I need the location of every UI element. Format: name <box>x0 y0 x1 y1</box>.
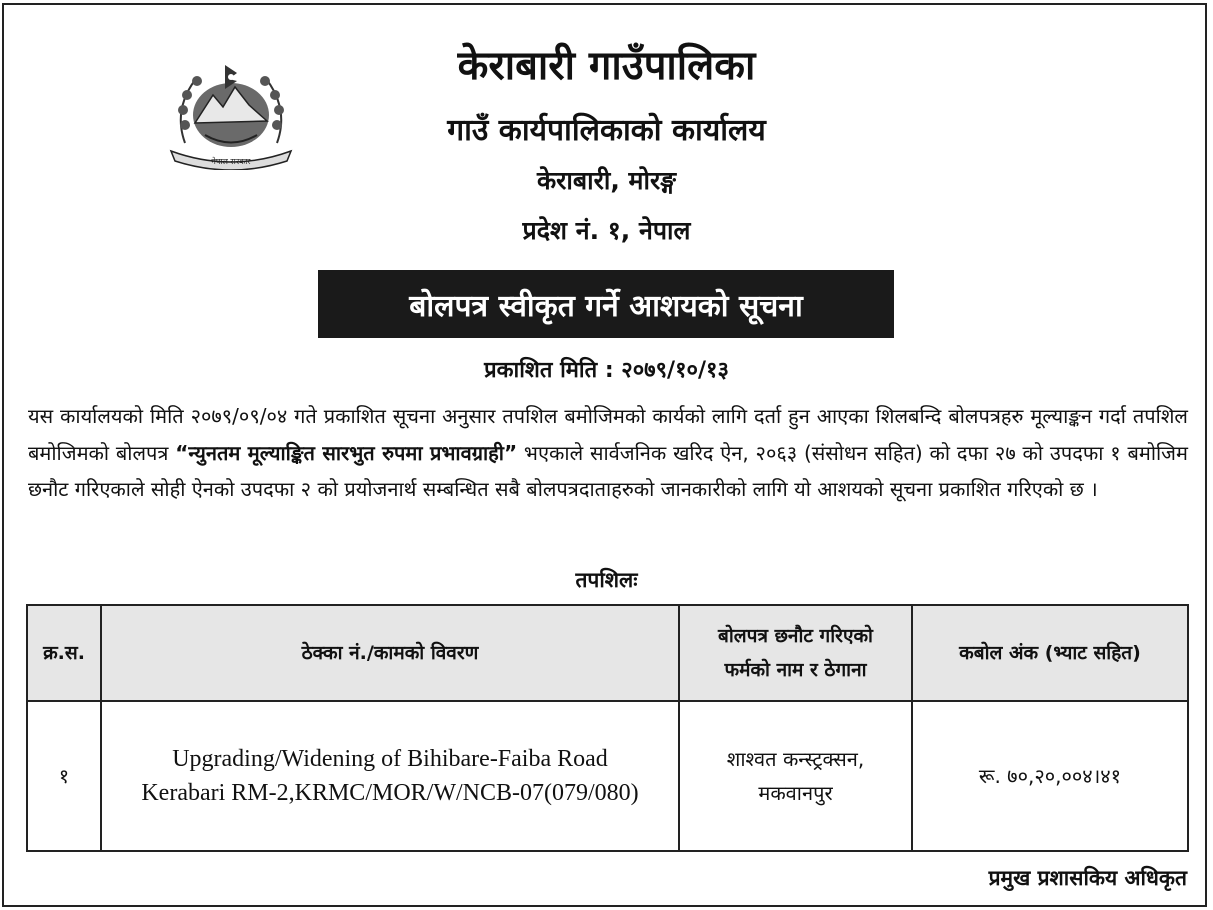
notice-title: बोलपत्र स्वीकृत गर्ने आशयको सूचना <box>409 288 803 324</box>
cell-description-line1: Upgrading/Widening of Bihibare-Faiba Road <box>172 746 608 772</box>
cell-firm-line2: मकवानपुर <box>758 781 833 805</box>
cell-description <box>101 701 679 851</box>
location-line: केराबारी, मोरङ्ग <box>536 166 677 195</box>
cell-sn: १ <box>27 701 101 851</box>
column-header-firm-line1: बोलपत्र छनौट गरिएको <box>718 625 873 647</box>
cell-description-line2: Kerabari RM-2,KRMC/MOR/W/NCB-07(079/080) <box>141 780 639 806</box>
column-header-description: ठेक्का नं./कामको विवरण <box>101 605 679 701</box>
table-header-row <box>27 605 1188 701</box>
notice-body-highlight: “न्युनतम मूल्याङ्कित सारभुत रुपमा प्रभावग्राही” <box>175 440 518 465</box>
cell-firm <box>679 701 912 851</box>
notice-title-banner <box>318 270 894 338</box>
cell-firm-line1: शाश्वत कन्स्ट्रक्सन, <box>726 747 865 771</box>
table-row <box>27 701 1188 851</box>
municipality-title: केराबारी गाउँपालिका <box>457 43 756 89</box>
notice-body-part1: यस कार्यालयको मिति २०७९/०९/०४ गते प्रकाशित सूचना अनुसार तपशिल बमोजिमको कार्यको लागि दर्ता हुन आएका शिलबन्दि बोलपत्रहरु मूल्याङ्कन गर्दा तपशिल बमोजिमको बोलपत्र <box>28 404 1188 465</box>
column-header-firm-line2: फर्मको नाम र ठेगाना <box>724 659 867 681</box>
column-header-sn: क्र.स. <box>27 605 101 701</box>
notice-body-part2: भएकाले सार्वजनिक खरिद ऐन, २०६३ (संसोधन सहित) को दफा २७ को उपदफा १ बमोजिम छनौट गरिएकाले सोही ऐनको उपदफा २ को प्रयोजनार्थ सम्बन्धित सबै बोलपत्रदाताहरुको जानकारीको लागि यो आशयको सूचना प्रकाशित गरिएको छ । <box>28 440 1188 501</box>
column-header-amount: कबोल अंक (भ्याट सहित) <box>912 605 1188 701</box>
publish-date-line <box>0 354 1213 384</box>
table-caption: तपशिलः <box>575 568 638 592</box>
award-table <box>26 604 1189 852</box>
publish-date-label: प्रकाशित मिति : <box>484 358 614 383</box>
notice-body <box>28 398 1188 508</box>
cell-amount: रू. ७०,२०,००४।४१ <box>912 701 1188 851</box>
signature-title: प्रमुख प्रशासकिय अधिकृत <box>988 866 1187 890</box>
office-title: गाउँ कार्यपालिकाको कार्यालय <box>447 113 766 148</box>
publish-date-value: २०७९/१०/१३ <box>621 358 729 383</box>
emblem-caption: नेपाल सरकार <box>211 157 251 166</box>
column-header-firm <box>679 605 912 701</box>
province-line: प्रदेश नं. १, नेपाल <box>522 216 691 245</box>
